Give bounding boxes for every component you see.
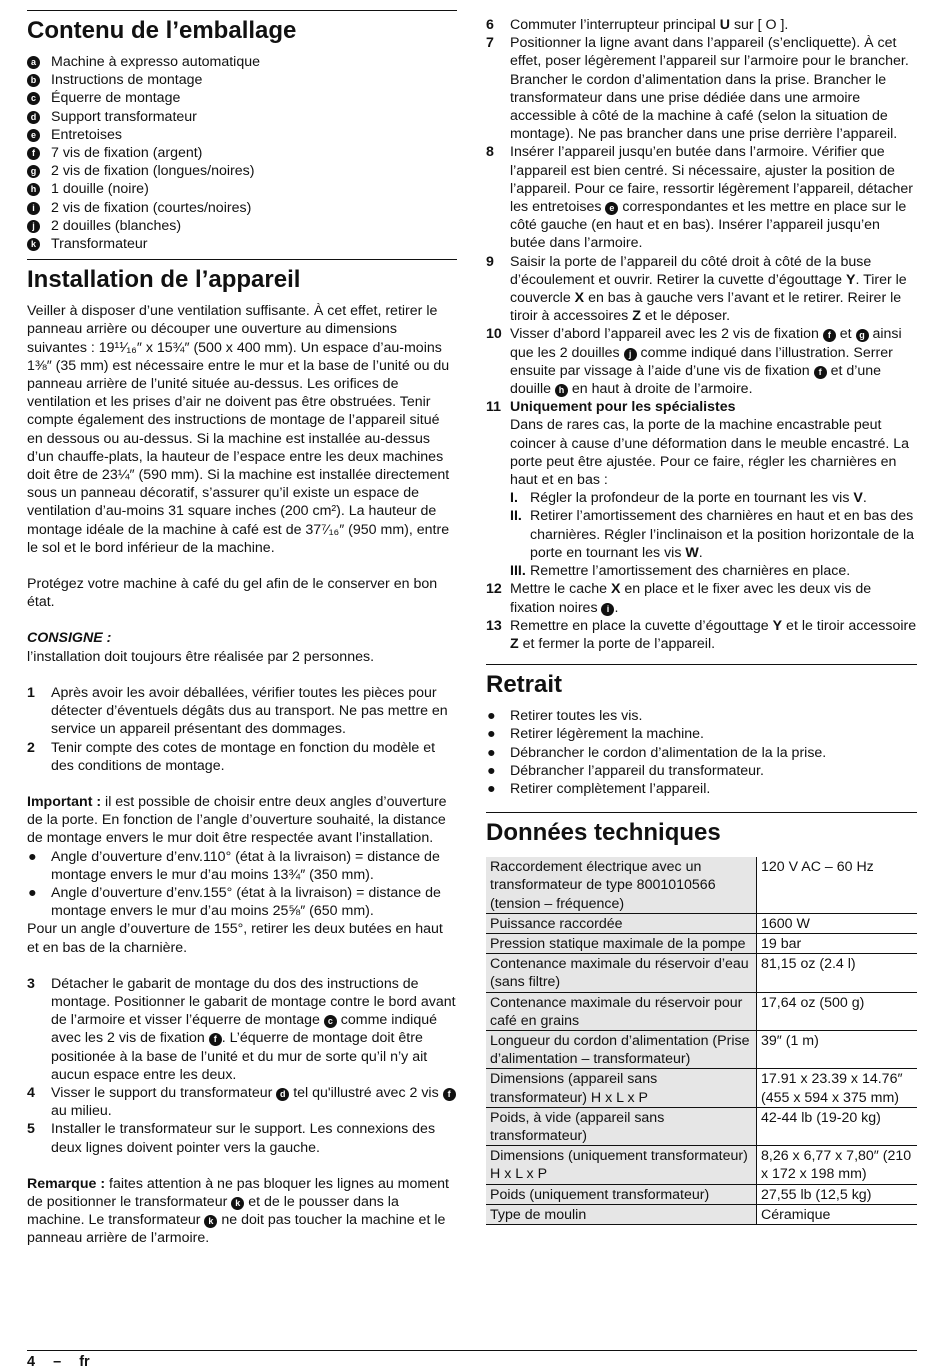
remark-text: faites attention à ne pas bloquer les lignes au moment de positionner le transformateur <box>27 1175 449 1210</box>
spec-key: Pression statique maximale de la pompe <box>486 933 757 953</box>
part-label: X <box>574 290 585 307</box>
marker-f-icon: f <box>209 1033 222 1046</box>
list-item-text: 2 vis de fixation (courtes/noires) <box>51 199 252 216</box>
list-item-text: Entretoises <box>51 126 122 143</box>
marker-h-icon: h <box>27 183 40 196</box>
step-text: Insérer l’appareil jusqu’en butée dans l’armoire. Vérifier que l’appareil est bien centré. Si nécessaire, ajuster la position de l’appareil. Pour ce faire, ressortir légèrement l’appareil, détacher les entretoises <box>510 144 913 216</box>
angle-item <box>27 884 457 920</box>
step-number: 2 <box>27 739 35 756</box>
angle-note: Pour un angle d’ouverture de 155°, retirer les deux butées en haut et en bas de la charnière. <box>27 921 443 956</box>
sub-step: I. Régler la profondeur de la porte en tournant les vis V. <box>510 490 867 507</box>
consigne-label: CONSIGNE : <box>27 630 112 647</box>
removal-item <box>486 707 917 725</box>
part-label: X <box>610 581 621 598</box>
language-code: fr <box>79 1354 90 1370</box>
marker-f-icon: f <box>443 1088 456 1101</box>
marker-j-icon: j <box>27 220 40 233</box>
step-text: Installer le transformateur sur le support. Les connexions des deux lignes doivent pointer vers la gauche. <box>51 1121 436 1156</box>
step-number: 13 <box>486 617 502 634</box>
step-text: au milieu. <box>51 1103 112 1120</box>
list-item <box>27 162 457 180</box>
spec-value: 120 V AC – 60 Hz <box>757 857 918 913</box>
step-text: en haut à droite de l’armoire. <box>567 381 753 398</box>
left-column <box>27 10 457 1248</box>
list-item-text: Équerre de montage <box>51 90 181 107</box>
table-row <box>486 1204 917 1224</box>
spec-value: 42-44 lb (19-20 kg) <box>757 1107 918 1145</box>
list-item <box>27 180 457 198</box>
step-text: Positionner la ligne avant dans l’appareil (s’encliquette). À cet effet, poser légèrement l’appareil sur l’armoire pour le brancher. Brancher le cordon d’alimentation dans la prise. Brancher le transformateur dans une prise dédiée dans une armoire accessible à côté de la machine à café (selon la situation de montage). Ne pas brancher dans une prise derrière l’appareil. <box>510 35 909 143</box>
removal-text: Retirer complètement l’appareil. <box>510 780 711 797</box>
install-step <box>27 975 457 1084</box>
list-item <box>27 71 457 89</box>
install-step <box>486 16 917 34</box>
important-text: il est possible de choisir entre deux angles d’ouverture de la porte. En fonction de l’angle d’ouverture souhaité, la distance de montage envers le mur doit être respectée avant l’installation. <box>27 793 447 847</box>
marker-g-icon: g <box>27 165 40 178</box>
bullet-icon: ● <box>487 780 496 797</box>
removal-text: Retirer toutes les vis. <box>510 708 643 725</box>
table-row <box>486 954 917 992</box>
page-number: 4 <box>27 1354 36 1370</box>
spec-value: 17,64 oz (500 g) <box>757 992 918 1030</box>
list-item <box>27 217 457 235</box>
important-note <box>27 793 457 848</box>
step-text: et fermer la porte de l’appareil. <box>518 635 716 652</box>
section-title-installation: Installation de l’appareil <box>27 259 457 294</box>
tech-table <box>486 857 917 1225</box>
step-text: tel qu'illustré avec 2 vis <box>289 1084 443 1101</box>
marker-g-icon: g <box>856 329 869 342</box>
step-text: en place et le fixer avec les deux vis de fixation noires <box>510 581 872 616</box>
marker-i-icon: i <box>27 202 40 215</box>
remark-label: Remarque : <box>27 1175 106 1192</box>
step-text: et le déposer. <box>640 308 731 325</box>
spec-value: 17.91 x 23.39 x 14.76″ (455 x 594 x 375 mm) <box>757 1069 918 1107</box>
step-text: Commuter l’interrupteur principal <box>510 17 720 33</box>
spec-key: Type de moulin <box>486 1204 757 1224</box>
step-text: Tenir compte des cotes de montage en fonction du modèle et des conditions de montage. <box>51 739 436 774</box>
spec-key: Poids (uniquement transformateur) <box>486 1184 757 1204</box>
marker-f-icon: f <box>27 147 40 160</box>
install-step <box>27 684 457 739</box>
step-text: correspondantes et les mettre en place sur le côté gauche (en haut et en bas). Insérer l’appareil jusqu’en butée dans l’armoire. <box>510 199 907 252</box>
install-step <box>27 1084 457 1120</box>
step-text: Remettre en place la cuvette d’égouttage <box>510 617 773 634</box>
part-label: W <box>685 544 699 561</box>
bullet-icon: ● <box>28 848 37 865</box>
install-step: 12 Mettre le cache X en place et le fixer avec les deux vis de fixation noires i . <box>486 581 872 616</box>
table-row <box>486 1030 917 1068</box>
part-label: Z <box>510 635 519 652</box>
step-number: 8 <box>486 144 494 161</box>
section-title-tech: Données techniques <box>486 812 917 847</box>
marker-d-icon: d <box>276 1088 289 1101</box>
angle-text: Angle d’ouverture d’env.155° (état à la livraison) = distance de montage envers le mur d’au moins 25⅝″ (650 mm). <box>51 884 441 920</box>
removal-item <box>486 725 917 743</box>
list-item-text: 2 douilles (blanches) <box>51 217 182 234</box>
install-step <box>486 398 917 580</box>
part-label: Z <box>632 308 641 325</box>
table-row <box>486 857 917 913</box>
step-text: Détacher le gabarit de montage du dos des instructions de montage. Positionner le gabarit de montage contre le bord avant de l’armoire et visser l’équerre de montage <box>51 975 456 1029</box>
step-text: Visser le support du transformateur <box>51 1084 277 1101</box>
bullet-icon: ● <box>487 726 496 743</box>
step-number: 10 <box>486 326 502 343</box>
roman-number: II. <box>510 508 522 525</box>
list-item-text: Machine à expresso automatique <box>51 54 260 70</box>
remark-text: et de le pousser dans la machine. Le transformateur <box>27 1193 399 1229</box>
spec-key: Puissance raccordée <box>486 913 757 933</box>
removal-text: Retirer légèrement la machine. <box>510 726 704 743</box>
section-title-package: Contenu de l’emballage <box>27 10 457 45</box>
bullet-icon: ● <box>487 744 496 761</box>
table-row <box>486 1107 917 1145</box>
spec-value: 8,26 x 6,77 x 7,80″ (210 x 172 x 198 mm) <box>757 1146 918 1184</box>
step-number: 1 <box>27 684 35 701</box>
install-step <box>486 34 917 143</box>
marker-h-icon: h <box>555 384 568 397</box>
marker-f-icon: f <box>814 366 827 379</box>
marker-k-icon: k <box>231 1197 244 1210</box>
marker-e-icon: e <box>27 129 40 142</box>
list-item-text: 1 douille (noire) <box>51 181 149 198</box>
part-label: Y <box>772 617 783 634</box>
angle-item <box>27 848 457 884</box>
sub-step <box>510 562 917 580</box>
spec-key: Longueur du cordon d’alimentation (Prise d’alimentation – transformateur) <box>486 1030 757 1068</box>
table-row <box>486 1146 917 1184</box>
step-text: ainsi que les 2 douilles <box>510 326 902 361</box>
table-row <box>486 913 917 933</box>
install-step <box>27 739 457 775</box>
table-row <box>486 933 917 953</box>
install-step <box>486 253 917 326</box>
package-list <box>27 53 457 253</box>
list-item <box>27 235 457 253</box>
spec-value: Céramique <box>757 1204 918 1224</box>
list-item-text: Support transformateur <box>51 108 197 125</box>
spec-value: 27,55 lb (12,5 kg) <box>757 1184 918 1204</box>
list-item <box>27 89 457 107</box>
step-text: et d’une douille <box>510 362 882 398</box>
step-title: Uniquement pour les spécialistes <box>510 399 736 416</box>
spec-value: 81,15 oz (2.4 l) <box>757 954 918 992</box>
bullet-icon: ● <box>487 708 496 725</box>
spec-key: Raccordement électrique avec un transformateur de type 8001010566 (tension – fréquence) <box>486 857 757 913</box>
angle-text: Angle d’ouverture d’env.110° (état à la livraison) = distance de montage envers le mur d’au moins 13¾″ (350 mm). <box>51 848 440 883</box>
step-number: 7 <box>486 35 494 52</box>
remark-text: ne doit pas toucher la machine et le panneau arrière de l’armoire. <box>27 1212 446 1247</box>
step-text: Après avoir les avoir déballées, vérifier toutes les pièces pour détecter d’éventuels dégâts dus au transport. Ne pas mettre en service un appareil présentant des dommages. <box>51 684 448 738</box>
list-item <box>27 144 457 162</box>
step-text: et <box>835 326 856 343</box>
install-step <box>486 617 917 653</box>
step-text: . L’équerre de montage doit être positionée à la base de l’unité et du mur de sorte qu’il n’y ait aucun espace entre les deux. <box>51 1030 428 1083</box>
removal-text: Débrancher le cordon d’alimentation de la la prise. <box>510 744 827 761</box>
important-label: Important : <box>27 793 102 810</box>
sub-step-text: Régler la profondeur de la porte en tournant les vis <box>530 490 854 507</box>
roman-number: I. <box>510 490 518 507</box>
install-step <box>27 1120 457 1156</box>
sub-step-text: Retirer l’amortissement des charnières en haut et en bas des charnières. Régler l’inclinaison et la position horizontale de la porte en tournant les vis <box>530 508 915 561</box>
sub-step: II. Retirer l’amortissement des charnières en haut et en bas des charnières. Régler l’inclinaison et la position horizontale de la porte en tournant les vis W. <box>510 508 915 561</box>
removal-text: Débrancher l’appareil du transformateur. <box>510 762 764 779</box>
step-number: 12 <box>486 581 502 598</box>
step-number: 11 <box>486 399 501 416</box>
step-text: comme indiqué dans l’illustration. Serrer ensuite par vissage à l’aide d’une vis de fixation <box>510 344 893 379</box>
switch-label: U <box>719 17 730 33</box>
step-text: comme indiqué avec les 2 vis de fixation <box>51 1012 438 1047</box>
table-row <box>486 992 917 1030</box>
marker-j-icon: j <box>624 348 637 361</box>
list-item <box>27 108 457 126</box>
consigne-text: l’installation doit toujours être réalisée par 2 personnes. <box>27 648 375 665</box>
step-number: 5 <box>27 1121 35 1138</box>
list-item-text: Transformateur <box>51 236 148 253</box>
footer-dash: – <box>53 1354 62 1370</box>
spec-key: Contenance maximale du réservoir d’eau (sans filtre) <box>486 954 757 992</box>
list-item-text: 2 vis de fixation (longues/noires) <box>51 163 255 180</box>
bullet-icon: ● <box>487 762 496 779</box>
frost-note: Protégez votre machine à café du gel afin de le conserver en bon état. <box>27 576 438 611</box>
step-text: Visser d’abord l’appareil avec les 2 vis de fixation <box>510 326 823 343</box>
marker-f-icon: f <box>823 329 836 342</box>
marker-k-icon: k <box>204 1215 217 1228</box>
right-column <box>486 16 917 1225</box>
step-text: et le tiroir accessoire <box>782 617 917 634</box>
spec-key: Dimensions (uniquement transformateur) H x L x P <box>486 1146 757 1184</box>
spec-value: 19 bar <box>757 933 918 953</box>
remark-note <box>27 1175 457 1248</box>
step-number: 3 <box>27 975 35 992</box>
marker-d-icon: d <box>27 111 40 124</box>
removal-item <box>486 762 917 780</box>
step-number: 9 <box>486 253 494 270</box>
step-text: . Tirer le couvercle <box>510 271 907 307</box>
list-item <box>27 53 457 71</box>
step-text: Dans de rares cas, la porte de la machine encastrable peut coincer à cause d’une déformation dans le meuble encastré. La porte peut être ajustée. Pour ce faire, régler les charnières en haut et en bas : <box>510 417 910 489</box>
spec-key: Contenance maximale du réservoir pour café en grains <box>486 992 757 1030</box>
spec-key: Dimensions (appareil sans transformateur) H x L x P <box>486 1069 757 1107</box>
marker-c-icon: c <box>27 92 40 105</box>
marker-c-icon: c <box>324 1015 337 1028</box>
section-title-removal: Retrait <box>486 664 917 699</box>
table-row <box>486 1069 917 1107</box>
list-item-text: 7 vis de fixation (argent) <box>51 145 203 162</box>
marker-k-icon: k <box>27 238 40 251</box>
step-text: sur [ O ]. <box>730 17 789 33</box>
list-item <box>27 199 457 217</box>
bullet-icon: ● <box>28 884 37 901</box>
step-text: en bas à gauche vers l’avant et le retirer. Reirer le tiroir à accessoires <box>510 290 902 325</box>
spec-value: 1600 W <box>757 913 918 933</box>
marker-b-icon: b <box>27 74 40 87</box>
step-number: 4 <box>27 1084 35 1101</box>
install-step <box>486 325 917 398</box>
install-intro: Veiller à disposer d’une ventilation suffisante. À cet effet, retirer le panneau arrière ou découper une ouverture au dimensions suivantes : 19¹¹⁄₁₆″ x 15¾″ (500 x 400 mm). Un espace d’au-moins 1⅜″ (35 mm) est nécessaire entre le mur et la base de l’unité ou du panneau arrière de l’unité située au-dessus. Les orifices de ventilation et les prises d’air ne doivent pas être obstruées. Tenir compte également des instructions de montage de l’appareil situé en dessous ou au-dessus. Si la machine est installée au-dessus d’un chauffe-plats, la hauteur de l’espace entre les deux machines doit être de 23¼″ (590 mm). Si la machine est installée directement sous un panneau décoratif, s’assurer qu’il existe un espace de ventilation d’au-moins 31 square inches (200 cm²). La hauteur de montage idéale de la machine à café est de 37⁷⁄₁₆″ (950 mm), entre le sol et le bord inférieur de la machine. <box>27 303 450 556</box>
table-row <box>486 1184 917 1204</box>
step-number: 6 <box>486 17 494 33</box>
removal-item <box>486 744 917 762</box>
list-item-text: Instructions de montage <box>51 72 203 89</box>
marker-a-icon: a <box>27 56 40 69</box>
spec-key: Poids, à vide (appareil sans transformateur) <box>486 1107 757 1145</box>
list-item <box>27 126 457 144</box>
removal-item <box>486 780 917 798</box>
install-step <box>486 143 917 252</box>
part-label: V <box>853 490 863 507</box>
spec-value: 39″ (1 m) <box>757 1030 918 1068</box>
sub-step-text: Remettre l’amortissement des charnières en place. <box>530 563 851 580</box>
marker-i-icon: i <box>601 603 614 616</box>
step-text: Saisir la porte de l’appareil du côté droit à côté de la buse d’écoulement et ouvrir. Retirer la cuvette d’égouttage <box>510 253 872 288</box>
part-label: Y <box>845 271 856 288</box>
marker-e-icon: e <box>605 202 618 215</box>
step-text: Mettre le cache <box>510 581 611 598</box>
roman-number: III. <box>510 563 526 580</box>
page-footer <box>27 1350 917 1371</box>
